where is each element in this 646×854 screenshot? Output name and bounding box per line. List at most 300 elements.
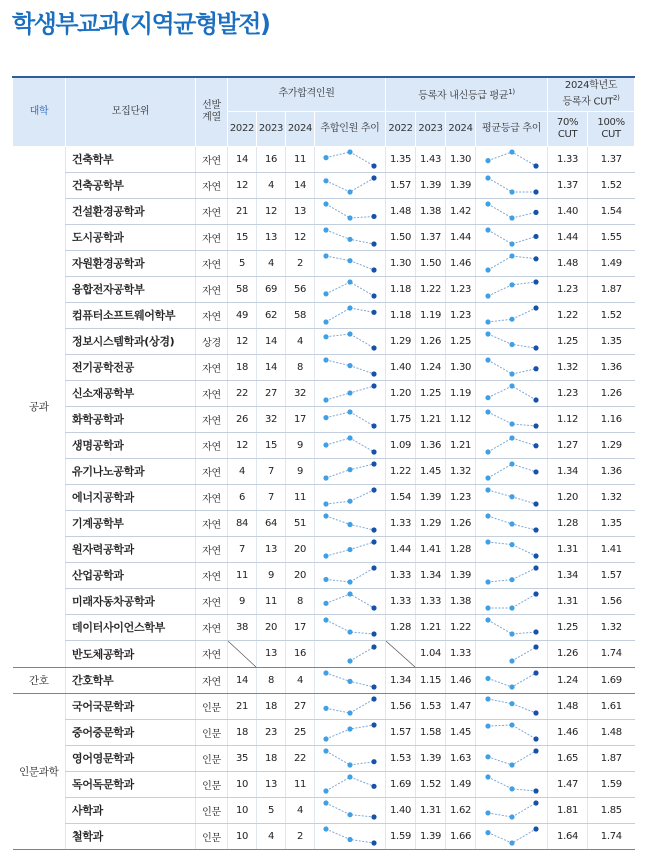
- added-2023: 64: [257, 510, 286, 536]
- added-2022: 12: [228, 172, 257, 198]
- grade-trend-cell: [476, 198, 548, 224]
- cut70-cell: 1.81: [548, 797, 588, 823]
- grade-2024: 1.30: [446, 354, 476, 380]
- grade-2022: 1.29: [386, 328, 416, 354]
- grade-point-2022: [485, 227, 490, 232]
- added-trend-cell: [315, 458, 386, 484]
- table-row: [13, 562, 635, 588]
- grade-point-2024: [533, 501, 538, 506]
- added-2022: 10: [228, 771, 257, 797]
- added-point-2024: [371, 539, 376, 544]
- grade-2024: 1.62: [446, 797, 476, 823]
- dept-name: 건축공학부: [66, 172, 196, 198]
- grade-2023: 1.21: [416, 614, 446, 640]
- added-2022: 10: [228, 823, 257, 849]
- added-2024: 51: [286, 510, 315, 536]
- added-trend-cell: [315, 302, 386, 328]
- added-point-2024: [371, 241, 376, 246]
- added-2024: 2: [286, 250, 315, 276]
- col-track-label: 선발 계열: [202, 99, 221, 123]
- added-2022: 26: [228, 406, 257, 432]
- added-point-2023: [347, 435, 352, 440]
- col-added-2023: 2023: [257, 111, 286, 146]
- grade-point-2022: [485, 475, 490, 480]
- grade-2022: 1.34: [386, 667, 416, 693]
- added-point-2022: [323, 800, 328, 805]
- dept-name: 독어독문학과: [66, 771, 196, 797]
- added-2023: 8: [257, 667, 286, 693]
- grade-trend-cell: [476, 693, 548, 719]
- grade-trend-cell: [476, 484, 548, 510]
- added-point-2023: [347, 189, 352, 194]
- added-point-2023: [347, 390, 352, 395]
- added-trend-cell: [315, 172, 386, 198]
- added-point-2024: [371, 345, 376, 350]
- added-sparkline: [320, 643, 380, 665]
- grade-point-2022: [485, 331, 490, 336]
- cut70-cell: 1.34: [548, 458, 588, 484]
- added-point-2024: [371, 759, 376, 764]
- grade-point-2023: [509, 762, 514, 767]
- grade-2022: 1.30: [386, 250, 416, 276]
- grade-point-2022: [485, 158, 490, 163]
- grade-2022: 1.56: [386, 693, 416, 719]
- cut70-cell: 1.31: [548, 588, 588, 614]
- col-added-2024: 2024: [286, 111, 315, 146]
- added-point-2024: [371, 527, 376, 532]
- dept-name: 간호학부: [66, 667, 196, 693]
- grade-trend-cell: [476, 458, 548, 484]
- added-point-2022: [323, 397, 328, 402]
- table-row: [13, 224, 635, 250]
- added-point-2023: [347, 305, 352, 310]
- table-row: [13, 771, 635, 797]
- added-point-2022: [323, 577, 328, 582]
- added-trend-cell: [315, 406, 386, 432]
- dept-name: 미래자동차공학과: [66, 588, 196, 614]
- grade-2022: 1.18: [386, 302, 416, 328]
- grade-2023: 1.45: [416, 458, 446, 484]
- grade-point-2024: [533, 748, 538, 753]
- added-point-2024: [371, 267, 376, 272]
- added-point-2022: [323, 553, 328, 558]
- grade-point-2024: [533, 736, 538, 741]
- added-point-2023: [347, 258, 352, 263]
- added-point-2023: [347, 679, 352, 684]
- grade-2024: 1.33: [446, 640, 476, 667]
- cut70-cell: 1.65: [548, 745, 588, 771]
- added-point-2023: [347, 547, 352, 552]
- added-2024: 11: [286, 484, 315, 510]
- added-point-2022: [323, 201, 328, 206]
- added-point-2024: [371, 784, 376, 789]
- grade-point-2024: [533, 397, 538, 402]
- grade-point-2022: [485, 175, 490, 180]
- table-row: [13, 797, 635, 823]
- table-header: [13, 77, 635, 146]
- grade-2022: 1.40: [386, 797, 416, 823]
- grade-point-2024: [533, 565, 538, 570]
- grade-sparkline: [482, 538, 542, 560]
- added-point-2022: [323, 748, 328, 753]
- added-point-2023: [347, 331, 352, 336]
- track-cell: 자연: [196, 198, 228, 224]
- grade-point-2022: [485, 723, 490, 728]
- added-2024: 8: [286, 354, 315, 380]
- added-sparkline: [320, 460, 380, 482]
- table-row: [13, 198, 635, 224]
- grade-trend-cell: [476, 302, 548, 328]
- added-2022: 5: [228, 250, 257, 276]
- dept-name: 데이터사이언스학부: [66, 614, 196, 640]
- cut100-cell: 1.52: [588, 172, 635, 198]
- grade-point-2023: [509, 421, 514, 426]
- table-row: [13, 172, 635, 198]
- added-point-2022: [323, 670, 328, 675]
- grade-point-2022: [485, 201, 490, 206]
- added-2023: 14: [257, 328, 286, 354]
- added-point-2022: [323, 253, 328, 258]
- added-2023: 7: [257, 484, 286, 510]
- grade-trend-cell: [476, 510, 548, 536]
- grade-point-2023: [509, 701, 514, 706]
- col-dept: 모집단위: [66, 77, 196, 146]
- cut100-cell: 1.37: [588, 146, 635, 172]
- grade-2022: 1.59: [386, 823, 416, 849]
- track-cell: 자연: [196, 172, 228, 198]
- grade-trend-cell: [476, 667, 548, 693]
- grade-point-2022: [485, 449, 490, 454]
- grade-2024: 1.23: [446, 276, 476, 302]
- cut70-cell: 1.44: [548, 224, 588, 250]
- grade-point-2022: [485, 830, 490, 835]
- table-row: [13, 380, 635, 406]
- added-2024: 17: [286, 614, 315, 640]
- table-row: [13, 458, 635, 484]
- dept-name: 원자력공학과: [66, 536, 196, 562]
- cut70-cell: 1.32: [548, 354, 588, 380]
- grade-point-2024: [533, 443, 538, 448]
- admission-table: [12, 76, 635, 850]
- added-2023: 69: [257, 276, 286, 302]
- grade-point-2022: [485, 513, 490, 518]
- added-2023: 5: [257, 797, 286, 823]
- table-row: [13, 276, 635, 302]
- added-point-2024: [371, 722, 376, 727]
- added-trend-cell: [315, 328, 386, 354]
- col-cut-footnote: 2): [613, 94, 620, 103]
- grade-sparkline: [482, 200, 542, 222]
- dept-name: 철학과: [66, 823, 196, 849]
- grade-sparkline: [482, 616, 542, 638]
- added-2023: 12: [257, 198, 286, 224]
- added-point-2022: [323, 736, 328, 741]
- grade-sparkline: [482, 799, 542, 821]
- added-2024: 22: [286, 745, 315, 771]
- grade-2023: 1.15: [416, 667, 446, 693]
- grade-2024: 1.46: [446, 667, 476, 693]
- added-point-2024: [371, 310, 376, 315]
- added-2023: 27: [257, 380, 286, 406]
- col-track: [196, 77, 228, 146]
- cut70-cell: 1.64: [548, 823, 588, 849]
- added-2024: 13: [286, 198, 315, 224]
- grade-point-2023: [509, 383, 514, 388]
- cut100-cell: 1.56: [588, 588, 635, 614]
- cut100-cell: 1.29: [588, 432, 635, 458]
- grade-2022: 1.48: [386, 198, 416, 224]
- track-cell: 자연: [196, 406, 228, 432]
- grade-trend-cell: [476, 562, 548, 588]
- table-row: [13, 146, 635, 172]
- added-sparkline: [320, 825, 380, 847]
- grade-sparkline: [482, 382, 542, 404]
- added-point-2024: [371, 293, 376, 298]
- grade-2023: 1.36: [416, 432, 446, 458]
- dept-name: 사학과: [66, 797, 196, 823]
- added-2023: 14: [257, 354, 286, 380]
- grade-sparkline: [482, 252, 542, 274]
- added-2024: 27: [286, 693, 315, 719]
- cut100-cell: 1.55: [588, 224, 635, 250]
- added-sparkline: [320, 408, 380, 430]
- table-row: [13, 432, 635, 458]
- grade-trend-cell: [476, 406, 548, 432]
- dept-name: 에너지공학과: [66, 484, 196, 510]
- track-cell: 인문: [196, 797, 228, 823]
- added-point-2022: [323, 291, 328, 296]
- grade-sparkline: [482, 773, 542, 795]
- grade-2022: 1.35: [386, 146, 416, 172]
- grade-point-2024: [533, 527, 538, 532]
- added-sparkline: [320, 721, 380, 743]
- grade-2024: 1.42: [446, 198, 476, 224]
- added-2023: 13: [257, 771, 286, 797]
- grade-2024: 1.46: [446, 250, 476, 276]
- added-2024: 9: [286, 458, 315, 484]
- grade-2024: 1.30: [446, 146, 476, 172]
- dept-name: 기계공학부: [66, 510, 196, 536]
- added-point-2023: [347, 710, 352, 715]
- table-row: [13, 614, 635, 640]
- added-2024: 11: [286, 146, 315, 172]
- track-cell: 자연: [196, 484, 228, 510]
- grade-2023: 1.39: [416, 745, 446, 771]
- grade-sparkline: [482, 174, 542, 196]
- table-row: [13, 745, 635, 771]
- grade-point-2023: [509, 494, 514, 499]
- grade-trend-cell: [476, 614, 548, 640]
- added-point-2022: [323, 617, 328, 622]
- grade-point-2022: [485, 579, 490, 584]
- grade-point-2024: [533, 670, 538, 675]
- table-row: [13, 640, 635, 667]
- grade-sparkline: [482, 564, 542, 586]
- grade-point-2023: [509, 317, 514, 322]
- track-cell: 자연: [196, 640, 228, 667]
- added-point-2022: [323, 319, 328, 324]
- dept-name: 정보시스템학과(상경): [66, 328, 196, 354]
- added-sparkline: [320, 486, 380, 508]
- table-row: [13, 510, 635, 536]
- grade-point-2022: [485, 487, 490, 492]
- grade-2023: 1.26: [416, 328, 446, 354]
- grade-2022: 1.33: [386, 588, 416, 614]
- added-trend-cell: [315, 562, 386, 588]
- cut100-cell: 1.16: [588, 406, 635, 432]
- added-2022: 12: [228, 432, 257, 458]
- grade-2022: 1.40: [386, 354, 416, 380]
- col-grade-2023: 2023: [416, 111, 446, 146]
- grade-trend-line: [512, 647, 536, 661]
- col-grade-group: [386, 77, 548, 111]
- added-point-2023: [347, 629, 352, 634]
- grade-2023: 1.19: [416, 302, 446, 328]
- grade-point-2024: [533, 423, 538, 428]
- grade-point-2023: [509, 658, 514, 663]
- added-2023: 13: [257, 640, 286, 667]
- table-row: [13, 250, 635, 276]
- track-cell: 자연: [196, 510, 228, 536]
- cut70-cell: 1.23: [548, 380, 588, 406]
- added-point-2024: [371, 423, 376, 428]
- added-point-2023: [347, 726, 352, 731]
- grade-2023: 1.22: [416, 276, 446, 302]
- grade-point-2024: [533, 469, 538, 474]
- grade-2023: 1.39: [416, 172, 446, 198]
- grade-trend-cell: [476, 745, 548, 771]
- grade-2023: 1.41: [416, 536, 446, 562]
- grade-point-2023: [509, 435, 514, 440]
- grade-2024: 1.44: [446, 224, 476, 250]
- added-sparkline: [320, 148, 380, 170]
- grade-2024: 1.32: [446, 458, 476, 484]
- grade-sparkline: [482, 747, 542, 769]
- added-point-2023: [347, 591, 352, 596]
- col-cut70: [548, 111, 588, 146]
- col-grade-trend: 평균등급 추이: [476, 111, 548, 146]
- added-2024: 8: [286, 588, 315, 614]
- col-grade-2022: 2022: [386, 111, 416, 146]
- added-point-2024: [371, 840, 376, 845]
- cut70-cell: 1.47: [548, 771, 588, 797]
- added-point-2022: [323, 155, 328, 160]
- added-point-2022: [323, 227, 328, 232]
- grade-2022: 1.54: [386, 484, 416, 510]
- added-sparkline: [320, 616, 380, 638]
- added-point-2023: [347, 149, 352, 154]
- grade-point-2023: [509, 241, 514, 246]
- added-trend-cell: [315, 771, 386, 797]
- cut100-cell: 1.61: [588, 693, 635, 719]
- grade-trend-cell: [476, 146, 548, 172]
- grade-point-2024: [533, 305, 538, 310]
- grade-trend-cell: [476, 823, 548, 849]
- added-2023: 32: [257, 406, 286, 432]
- grade-2022: 1.44: [386, 536, 416, 562]
- added-2024: 9: [286, 432, 315, 458]
- grade-2022: 1.33: [386, 562, 416, 588]
- added-2022: 18: [228, 719, 257, 745]
- dept-name: 생명공학과: [66, 432, 196, 458]
- grade-point-2023: [509, 189, 514, 194]
- grade-2022: 1.57: [386, 719, 416, 745]
- track-cell: 자연: [196, 614, 228, 640]
- added-2023: 4: [257, 250, 286, 276]
- table-row: [13, 823, 635, 849]
- cut100-cell: 1.87: [588, 745, 635, 771]
- grade-sparkline: [482, 512, 542, 534]
- added-trend-cell: [315, 432, 386, 458]
- added-trend-cell: [315, 640, 386, 667]
- added-2024: 4: [286, 797, 315, 823]
- grade-sparkline: [482, 643, 542, 665]
- added-sparkline: [320, 773, 380, 795]
- table-row: [13, 328, 635, 354]
- cut70-cell: 1.24: [548, 667, 588, 693]
- dept-name: 산업공학과: [66, 562, 196, 588]
- track-cell: 인문: [196, 719, 228, 745]
- track-cell: 상경: [196, 328, 228, 354]
- grade-point-2024: [533, 629, 538, 634]
- grade-point-2024: [533, 189, 538, 194]
- added-sparkline: [320, 330, 380, 352]
- grade-point-2023: [509, 342, 514, 347]
- grade-point-2023: [509, 786, 514, 791]
- grade-2024: 1.26: [446, 510, 476, 536]
- col-added-trend: 추합인원 추이: [315, 111, 386, 146]
- col-added-group: 추가합격인원: [228, 77, 386, 111]
- cut100-cell: 1.32: [588, 484, 635, 510]
- table-row: [13, 354, 635, 380]
- cut70-cell: 1.12: [548, 406, 588, 432]
- added-point-2022: [323, 513, 328, 518]
- grade-point-2024: [533, 788, 538, 793]
- grade-point-2022: [485, 696, 490, 701]
- grade-2024: 1.49: [446, 771, 476, 797]
- added-2024: 4: [286, 667, 315, 693]
- grade-point-2024: [533, 553, 538, 558]
- cut70-cell: 1.31: [548, 536, 588, 562]
- dept-name: 국어국문학과: [66, 693, 196, 719]
- cut100-cell: 1.49: [588, 250, 635, 276]
- added-2024: 58: [286, 302, 315, 328]
- table-row: [13, 484, 635, 510]
- track-cell: 자연: [196, 667, 228, 693]
- grade-point-2024: [533, 345, 538, 350]
- cut100-cell: 1.57: [588, 562, 635, 588]
- added-trend-cell: [315, 224, 386, 250]
- grade-sparkline: [482, 278, 542, 300]
- grade-2023: 1.29: [416, 510, 446, 536]
- grade-2022: 1.22: [386, 458, 416, 484]
- grade-point-2022: [485, 409, 490, 414]
- grade-trend-cell: [476, 354, 548, 380]
- grade-2023: 1.50: [416, 250, 446, 276]
- track-cell: 인문: [196, 823, 228, 849]
- cut70-cell: 1.34: [548, 562, 588, 588]
- added-2024: 20: [286, 536, 315, 562]
- track-cell: 인문: [196, 745, 228, 771]
- added-2024: 11: [286, 771, 315, 797]
- college-cell: 공과: [13, 146, 66, 667]
- added-2022: 14: [228, 146, 257, 172]
- added-sparkline: [320, 434, 380, 456]
- table-row: [13, 719, 635, 745]
- cut100-cell: 1.69: [588, 667, 635, 693]
- grade-sparkline: [482, 460, 542, 482]
- added-2022: 38: [228, 614, 257, 640]
